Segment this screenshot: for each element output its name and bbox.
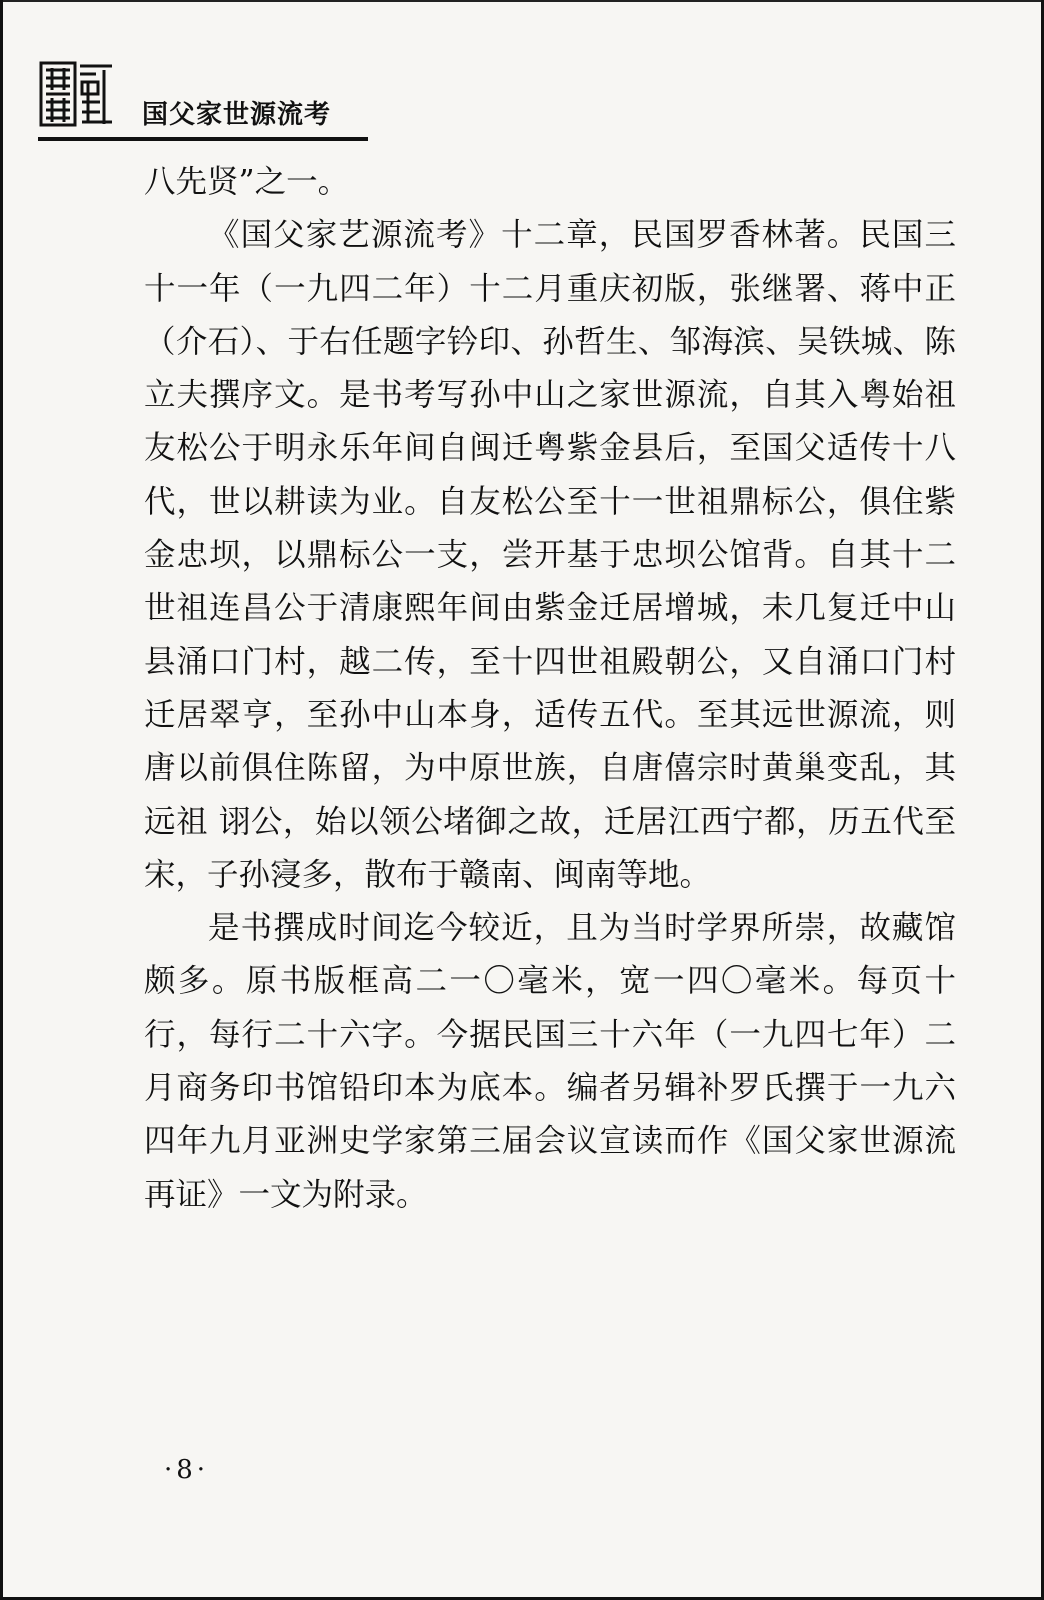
paragraph: 是书撰成时间迄今较近，且为当时学界所崇，故藏馆颇多。原书版框高二一〇毫米，宽一四〇毫米。每页十行，每行二十六字。今据民国三十六年（一九四七年）二月商务印书馆铅印本为底本。编者另辑补罗氏撰于一九六四年九月亚洲史学家第三届会议宣读而作《国父家世源流再证》一文为附录。 [144,910,956,1213]
header-rule [38,137,368,141]
page-edge-top [0,0,1044,2]
seal-stamp-logo [38,60,116,128]
paragraph: 《国父家艺源流考》十二章，民国罗香林著。民国三十一年（一九四二年）十二月重庆初版，张继署、蒋中正（介石）、于右任题字钤印、孙哲生、邹海滨、吴铁城、陈立夫撰序文。是书考写孙中山之家世源流，自其入粤始祖友松公于明永乐年间自闽迁粤紫金县后，至国父适传十八代，世以耕读为业。自友松公至十一世祖鼎标公，俱住紫金忠坝，以鼎标公一支，尝开基于忠坝公馆背。自其十二世祖连昌公于清康熙年间由紫金迁居增城，未几复迁中山县涌口门村，越二传，至十四世祖殿朝公，又自涌口门村迁居翠亨，至孙中山本身，适传五代。至其远世源流，则唐以前俱住陈留，为中原世族，自唐僖宗时黄巢变乱，其远祖 诩公，始以领公堵御之故，迁居江西宁都，历五代至宋，子孙寖多，散布于赣南、闽南等地。 [144,217,956,893]
running-header-title: 国父家世源流考 [142,100,332,130]
page-number: ·8· [164,1455,210,1485]
body-text [144,156,956,1222]
running-header [38,60,368,144]
paragraph-continuation: 八先贤”之一。 [144,164,350,200]
page-edge-left [0,0,3,1600]
